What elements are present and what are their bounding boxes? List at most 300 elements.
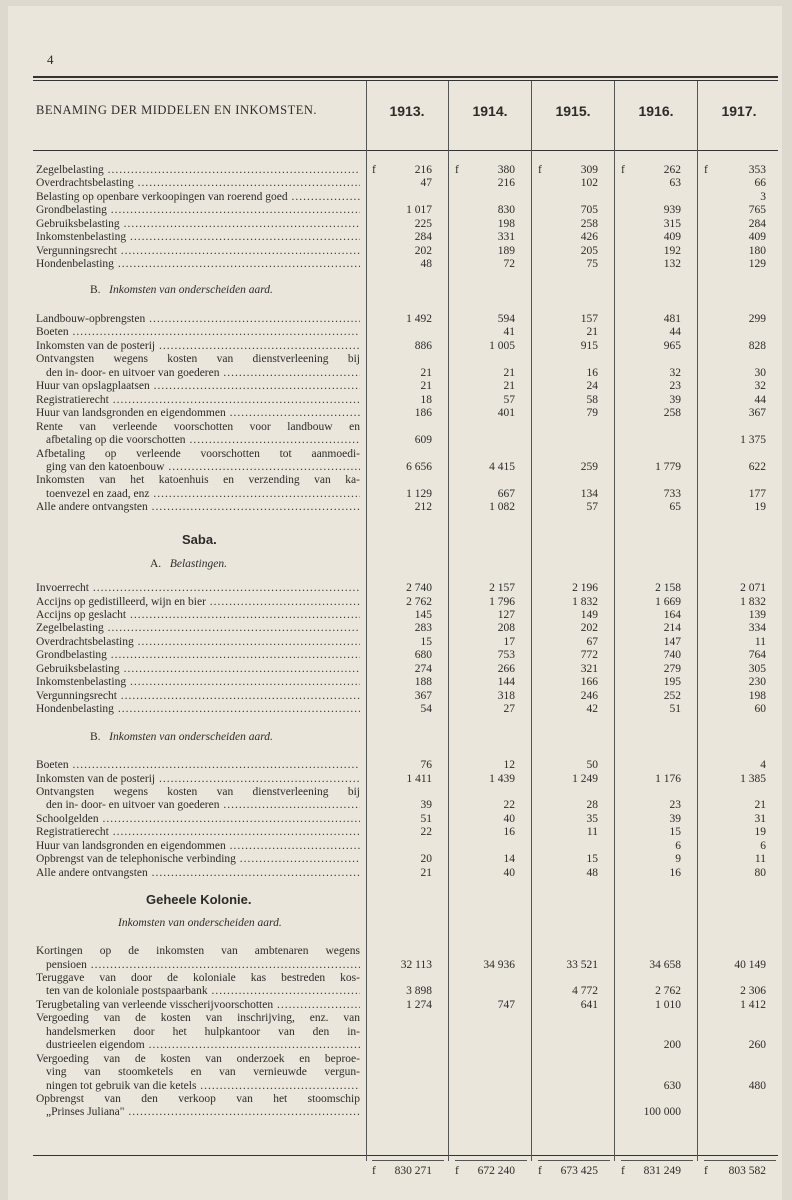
cell-value: 740: [663, 649, 681, 662]
table-row: [0, 394, 792, 407]
cell-value: 1 017: [406, 204, 432, 217]
cell-value: 40 149: [734, 958, 766, 971]
cell-value: 22: [420, 826, 432, 839]
table-row: [0, 245, 792, 258]
table-row: [0, 461, 792, 474]
table-row: [0, 488, 792, 501]
table-row: [0, 649, 792, 662]
currency-mark: f: [455, 164, 459, 176]
row-label: Inkomsten van de posterij .....: [36, 340, 360, 353]
table-row: [0, 703, 792, 716]
table-row: [0, 999, 792, 1012]
cell-value: 21: [754, 799, 766, 812]
cell-value: 16: [669, 866, 681, 879]
cell-value: 4 772: [572, 985, 598, 998]
cell-value: 200: [663, 1039, 681, 1052]
row-label: Opbrengst van den verkoop van het stoomschip: [36, 1093, 360, 1105]
table-row: [0, 867, 792, 880]
currency-mark: f: [621, 164, 625, 176]
column-header-1914: 1914.: [472, 103, 508, 119]
cell-value: 426: [580, 231, 598, 244]
table-row: [0, 164, 792, 177]
row-label: den in- door- en uitvoer van goederen .....: [46, 367, 360, 380]
table-row: [0, 1012, 792, 1025]
currency-mark: f: [538, 1165, 542, 1177]
section-prefix: B.: [90, 731, 101, 743]
table-row: [0, 313, 792, 326]
cell-value: 58: [586, 393, 598, 406]
cell-value: 30: [754, 366, 766, 379]
cell-value: 19: [754, 501, 766, 514]
row-label: Ontvangsten wegens kosten van dienstverleening bij: [36, 353, 360, 366]
cell-value: 21: [420, 366, 432, 379]
column-header-1915: 1915.: [555, 103, 591, 119]
row-label: Gebruiksbelasting .....: [36, 663, 360, 676]
header-rule: [33, 150, 778, 151]
cell-value: 284: [414, 231, 432, 244]
currency-mark: f: [372, 164, 376, 176]
row-label: Zegelbelasting .....: [36, 164, 360, 177]
row-label: toenvezel en zaad, enz .....: [46, 488, 360, 501]
cell-value: 139: [748, 608, 766, 621]
cell-value: 134: [580, 487, 598, 500]
row-label: Huur van opslagplaatsen .....: [36, 380, 360, 393]
cell-value: 9: [675, 853, 681, 866]
cell-value: 641: [580, 998, 598, 1011]
cell-value: 939: [663, 204, 681, 217]
cell-value: 34 658: [649, 958, 681, 971]
row-label: Landbouw-opbrengsten .....: [36, 313, 360, 326]
cell-value: 1 082: [489, 501, 515, 514]
row-label: Vergunningsrecht .....: [36, 690, 360, 703]
table-row: [0, 258, 792, 271]
cell-value: 4 415: [489, 460, 515, 473]
section-heading: [150, 558, 227, 570]
cell-value: 1 669: [655, 595, 681, 608]
total-value: 673 425: [560, 1165, 598, 1177]
cell-value: 1 779: [655, 460, 681, 473]
cell-value: 39: [420, 799, 432, 812]
cell-value: 17: [503, 635, 515, 648]
cell-value: 198: [497, 217, 515, 230]
cell-value: 630: [663, 1079, 681, 1092]
cell-value: 48: [586, 866, 598, 879]
total-rule: [704, 1160, 776, 1161]
cell-value: 24: [586, 380, 598, 393]
cell-value: 3: [760, 190, 766, 203]
table-row: [0, 353, 792, 366]
cell-value: 15: [669, 826, 681, 839]
cell-value: 765: [748, 204, 766, 217]
cell-value: 1 129: [406, 487, 432, 500]
row-label: handelsmerken door het hulpkantoor van den in-: [46, 1025, 360, 1038]
cell-value: 195: [663, 676, 681, 689]
cell-value: 34 936: [483, 958, 515, 971]
cell-value: 39: [669, 812, 681, 825]
cell-value: 886: [414, 339, 432, 352]
cell-value: 16: [586, 366, 598, 379]
cell-value: 260: [748, 1039, 766, 1052]
row-label: Overdrachtsbelasting .....: [36, 177, 360, 190]
table-row: [0, 1053, 792, 1066]
cell-value: 180: [748, 244, 766, 257]
table-row: [0, 945, 792, 958]
table-row: [0, 799, 792, 812]
cell-value: 2 158: [655, 582, 681, 594]
cell-value: 44: [754, 393, 766, 406]
row-label: afbetaling op die voorschotten .....: [46, 434, 360, 447]
cell-value: 367: [414, 689, 432, 702]
cell-value: 622: [748, 460, 766, 473]
table-row: [0, 1026, 792, 1039]
cell-value: 40: [503, 812, 515, 825]
cell-value: 252: [663, 689, 681, 702]
cell-value: 1 005: [489, 339, 515, 352]
cell-value: 44: [669, 326, 681, 339]
cell-value: 1 176: [655, 772, 681, 785]
cell-value: 50: [586, 759, 598, 771]
cell-value: 166: [580, 676, 598, 689]
cell-value: 2 762: [406, 595, 432, 608]
cell-value: 2 071: [740, 582, 766, 594]
table-row: [0, 1093, 792, 1106]
cell-value: 67: [586, 635, 598, 648]
cell-value: 1 249: [572, 772, 598, 785]
table-row: [0, 690, 792, 703]
total-rule: [455, 1160, 527, 1161]
cell-value: 481: [663, 313, 681, 325]
cell-value: 2 740: [406, 582, 432, 594]
row-label: Teruggave van door de koloniale kas bestreden kos-: [36, 971, 360, 984]
cell-value: 15: [586, 853, 598, 866]
cell-value: 51: [669, 703, 681, 715]
cell-value: 132: [663, 258, 681, 271]
cell-value: 188: [414, 676, 432, 689]
cell-value: 47: [420, 177, 432, 190]
cell-value: 35: [586, 812, 598, 825]
row-label: Ontvangsten wegens kosten van dienstverleening bij: [36, 785, 360, 798]
cell-value: 747: [497, 998, 515, 1011]
cell-value: 274: [414, 662, 432, 675]
cell-value: 1 274: [406, 998, 432, 1011]
column-header-1913: 1913.: [389, 103, 425, 119]
currency-mark: f: [455, 1165, 459, 1177]
cell-value: 102: [580, 177, 598, 190]
cell-value: 753: [497, 649, 515, 662]
currency-mark: f: [621, 1165, 625, 1177]
row-label: Alle andere ontvangsten .....: [36, 501, 360, 514]
cell-value: 147: [663, 635, 681, 648]
cell-value: 6: [675, 839, 681, 852]
total-value: 803 582: [728, 1165, 766, 1177]
section-prefix: A.: [150, 558, 162, 570]
table-row: [0, 786, 792, 799]
table-row: [0, 407, 792, 420]
row-label: Rente van verleende voorschotten voor landbouw en: [36, 420, 360, 433]
table-row: [0, 434, 792, 447]
cell-value: 11: [586, 826, 598, 839]
row-label: Huur van landsgronden en eigendommen .....: [36, 840, 360, 853]
total-value: 830 271: [394, 1165, 432, 1177]
row-label: Hondenbelasting .....: [36, 258, 360, 271]
cell-value: 216: [497, 177, 515, 190]
saba-heading: Saba.: [182, 532, 217, 547]
cell-value: 40: [503, 866, 515, 879]
row-label: ving van stoomketels en van vernieuwde vergun-: [46, 1066, 360, 1078]
table-row: [0, 840, 792, 853]
cell-value: 75: [586, 258, 598, 271]
section-heading: [90, 284, 273, 296]
cell-value: 733: [663, 487, 681, 500]
cell-value: 32 113: [400, 958, 432, 971]
cell-value: 367: [748, 407, 766, 420]
cell-value: 20: [420, 853, 432, 866]
totals-rule: [33, 1155, 778, 1156]
cell-value: 32: [669, 366, 681, 379]
cell-value: 380: [497, 164, 515, 176]
cell-value: 1 412: [740, 998, 766, 1011]
cell-value: 705: [580, 204, 598, 217]
cell-value: 331: [497, 231, 515, 244]
cell-value: 186: [414, 407, 432, 420]
row-label: Accijns op gedistilleerd, wijn en bier .....: [36, 596, 360, 609]
cell-value: 764: [748, 649, 766, 662]
cell-value: 353: [748, 164, 766, 176]
table-row: [0, 421, 792, 434]
cell-value: 202: [414, 244, 432, 257]
table-row: [0, 474, 792, 487]
cell-value: 189: [497, 244, 515, 257]
page-number: 4: [47, 52, 54, 67]
currency-mark: f: [704, 164, 708, 176]
cell-value: 57: [503, 393, 515, 406]
section-title: Inkomsten van onderscheiden aard.: [109, 731, 273, 743]
cell-value: 480: [748, 1079, 766, 1092]
cell-value: 192: [663, 244, 681, 257]
cell-value: 6 656: [406, 460, 432, 473]
row-label: Boeten .....: [36, 759, 360, 772]
row-label: Terugbetaling van verleende visscherijvoorschotten .....: [36, 999, 360, 1012]
table-row: [0, 177, 792, 190]
row-label: Belasting op openbare verkoopingen van roerend goed .....: [36, 191, 360, 204]
top-rule: [33, 76, 778, 78]
cell-value: 60: [754, 703, 766, 715]
row-label: ten van de koloniale postspaarbank .....: [46, 985, 360, 998]
table-row: [0, 218, 792, 231]
currency-mark: f: [704, 1165, 708, 1177]
row-label: Gebruiksbelasting .....: [36, 218, 360, 231]
section-heading: [118, 917, 282, 929]
cell-value: 409: [748, 231, 766, 244]
cell-value: 21: [420, 866, 432, 879]
cell-value: 299: [748, 313, 766, 325]
cell-value: 609: [414, 434, 432, 447]
table-row: [0, 959, 792, 972]
total-value: 831 249: [643, 1165, 681, 1177]
table-row: [0, 191, 792, 204]
row-label: Vergoeding van de kosten van onderzoek en beproe-: [36, 1052, 360, 1065]
cell-value: 1 375: [740, 434, 766, 447]
table-row: [0, 759, 792, 772]
cell-value: 246: [580, 689, 598, 702]
row-label: den in- door- en uitvoer van goederen .....: [46, 799, 360, 812]
cell-value: 214: [663, 622, 681, 635]
table-row: [0, 676, 792, 689]
table-row: [0, 985, 792, 998]
cell-value: 1 796: [489, 595, 515, 608]
cell-value: 14: [503, 853, 515, 866]
cell-value: 57: [586, 501, 598, 514]
cell-value: 80: [754, 866, 766, 879]
cell-value: 594: [497, 313, 515, 325]
table-row: [0, 340, 792, 353]
section-prefix: B.: [90, 284, 101, 296]
cell-value: 6: [760, 839, 766, 852]
cell-value: 315: [663, 217, 681, 230]
cell-value: 283: [414, 622, 432, 635]
table-row: [0, 380, 792, 393]
cell-value: 284: [748, 217, 766, 230]
cell-value: 42: [586, 703, 598, 715]
cell-value: 51: [420, 812, 432, 825]
cell-value: 279: [663, 662, 681, 675]
table-row: [0, 231, 792, 244]
currency-mark: f: [372, 1165, 376, 1177]
row-label: Vergunningsrecht .....: [36, 245, 360, 258]
table-row: [0, 813, 792, 826]
table-row: [0, 773, 792, 786]
total-rule: [538, 1160, 610, 1161]
cell-value: 76: [420, 759, 432, 771]
cell-value: 39: [669, 393, 681, 406]
table-row: [0, 1066, 792, 1079]
table-row: [0, 1039, 792, 1052]
cell-value: 66: [754, 177, 766, 190]
cell-value: 212: [414, 501, 432, 514]
currency-mark: f: [538, 164, 542, 176]
row-label: Inkomstenbelasting .....: [36, 676, 360, 689]
column-header-1916: 1916.: [638, 103, 674, 119]
cell-value: 965: [663, 339, 681, 352]
cell-value: 915: [580, 339, 598, 352]
cell-value: 21: [586, 326, 598, 339]
row-label: Zegelbelasting .....: [36, 622, 360, 635]
row-label: Hondenbelasting .....: [36, 703, 360, 716]
cell-value: 12: [503, 759, 515, 771]
cell-value: 28: [586, 799, 598, 812]
cell-value: 31: [754, 812, 766, 825]
cell-value: 2 196: [572, 582, 598, 594]
row-label: Grondbelasting .....: [36, 649, 360, 662]
cell-value: 164: [663, 608, 681, 621]
cell-value: 1 411: [406, 772, 432, 785]
table-row: [0, 826, 792, 839]
row-label: Schoolgelden .....: [36, 813, 360, 826]
cell-value: 205: [580, 244, 598, 257]
row-label: Alle andere ontvangsten .....: [36, 867, 360, 880]
row-label: ging van den katoenbouw .....: [46, 461, 360, 474]
cell-value: 409: [663, 231, 681, 244]
cell-value: 321: [580, 662, 598, 675]
row-label: pensioen .....: [46, 959, 360, 972]
section-title: Inkomsten van onderscheiden aard.: [109, 284, 273, 296]
table-row: [0, 501, 792, 514]
row-label: Registratierecht .....: [36, 826, 360, 839]
cell-value: 259: [580, 460, 598, 473]
cell-value: 32: [754, 380, 766, 393]
row-label: Registratierecht .....: [36, 394, 360, 407]
table-row: [0, 972, 792, 985]
cell-value: 65: [669, 501, 681, 514]
cell-value: 19: [754, 826, 766, 839]
table-row: [0, 663, 792, 676]
table-row: [0, 636, 792, 649]
section-heading: [90, 731, 273, 743]
cell-value: 21: [503, 366, 515, 379]
cell-value: 680: [414, 649, 432, 662]
cell-value: 1 439: [489, 772, 515, 785]
cell-value: 54: [420, 703, 432, 715]
cell-value: 216: [414, 164, 432, 176]
table-row: [0, 326, 792, 339]
cell-value: 4: [760, 759, 766, 771]
cell-value: 262: [663, 164, 681, 176]
cell-value: 1 010: [655, 998, 681, 1011]
section-title: Inkomsten van onderscheiden aard.: [118, 917, 282, 929]
cell-value: 258: [663, 407, 681, 420]
cell-value: 198: [748, 689, 766, 702]
cell-value: 18: [420, 393, 432, 406]
cell-value: 33 521: [566, 958, 598, 971]
cell-value: 145: [414, 608, 432, 621]
row-label: dustrieelen eigendom .....: [46, 1039, 360, 1052]
row-label: Inkomsten van het katoenhuis en verzending van ka-: [36, 474, 360, 487]
column-header-description: BENAMING DER MIDDELEN EN INKOMSTEN.: [36, 103, 318, 117]
cell-value: 2 306: [740, 985, 766, 998]
row-label: Opbrengst van de telephonische verbinding .....: [36, 853, 360, 866]
row-label: Huur van landsgronden en eigendommen .....: [36, 407, 360, 420]
column-header-1917: 1917.: [721, 103, 757, 119]
row-label: Inkomsten van de posterij .....: [36, 773, 360, 786]
cell-value: 309: [580, 164, 598, 176]
cell-value: 21: [420, 380, 432, 393]
cell-value: 16: [503, 826, 515, 839]
cell-value: 177: [748, 487, 766, 500]
cell-value: 318: [497, 689, 515, 702]
cell-value: 149: [580, 608, 598, 621]
cell-value: 305: [748, 662, 766, 675]
cell-value: 230: [748, 676, 766, 689]
cell-value: 667: [497, 487, 515, 500]
row-label: „Prinses Juliana" .....: [46, 1106, 360, 1119]
cell-value: 828: [748, 339, 766, 352]
row-label: Boeten .....: [36, 326, 360, 339]
section-title: Belastingen.: [169, 558, 227, 570]
row-label: Afbetaling op verleende voorschotten tot aanmoedi-: [36, 447, 360, 460]
table-row: [0, 204, 792, 217]
cell-value: 63: [669, 177, 681, 190]
cell-value: 144: [497, 676, 515, 689]
total-rule: [372, 1160, 444, 1161]
cell-value: 129: [748, 258, 766, 271]
cell-value: 208: [497, 622, 515, 635]
table-row: [0, 448, 792, 461]
kolonie-heading: Geheele Kolonie.: [146, 892, 252, 907]
total-rule: [621, 1160, 693, 1161]
cell-value: 22: [503, 799, 515, 812]
top-rule-thin: [33, 80, 778, 81]
cell-value: 15: [420, 635, 432, 648]
